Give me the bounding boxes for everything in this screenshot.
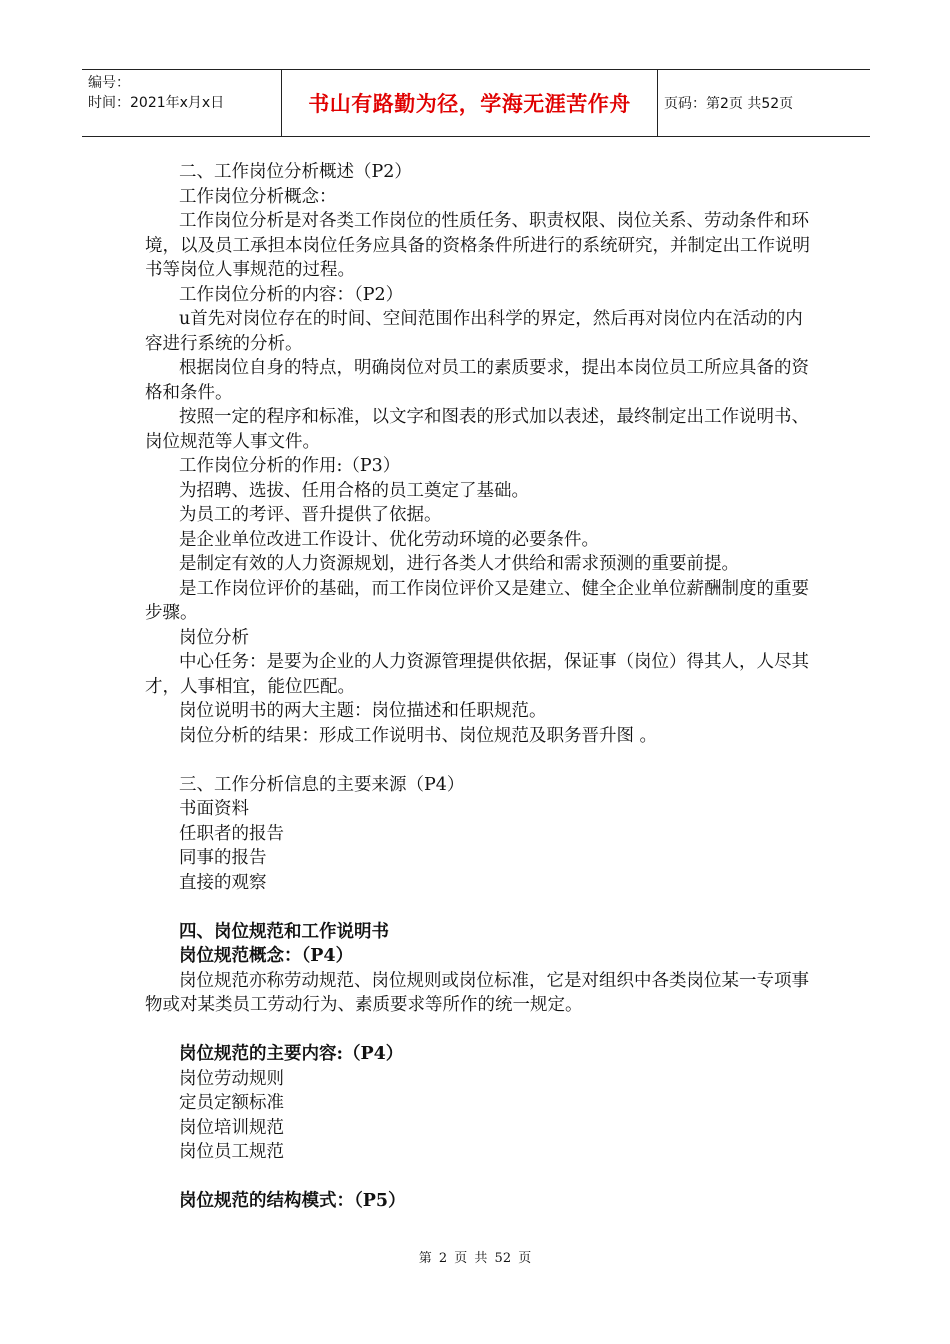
list-item: 直接的观察 bbox=[179, 872, 267, 893]
paragraph: u首先对岗位存在的时间、空间范围作出科学的界定，然后再对岗位内在活动的内容进行系统的分析。 bbox=[145, 309, 803, 354]
paragraph: 中心任务：是要为企业的人力资源管理提供依据，保证事（岗位）得其人，人尽其才，人事相宜，能位匹配。 bbox=[145, 652, 809, 697]
list-item: 书面资料 bbox=[179, 799, 249, 819]
list-item: 为员工的考评、晋升提供了依据。 bbox=[179, 505, 442, 525]
document-body bbox=[145, 160, 810, 1214]
list-item: 任职者的报告 bbox=[179, 823, 284, 844]
page-header bbox=[82, 69, 870, 137]
subheading: 工作岗位分析的作用:（P3） bbox=[179, 456, 401, 476]
paragraph: 岗位分析的结果：形成工作说明书、岗位规范及职务晋升图 。 bbox=[179, 725, 658, 746]
list-item: 同事的报告 bbox=[179, 848, 267, 868]
section-heading: 二、工作岗位分析概述（P2） bbox=[179, 162, 412, 182]
document-date: 时间：2021年x月x日 bbox=[88, 95, 225, 111]
subheading: 岗位规范的主要内容:（P4） bbox=[179, 1044, 404, 1064]
section-heading: 四、岗位规范和工作说明书 bbox=[179, 921, 389, 942]
paragraph: 根据岗位自身的特点，明确岗位对员工的素质要求，提出本岗位员工所应具备的资格和条件。 bbox=[145, 358, 809, 403]
subheading: 岗位规范概念：（P4） bbox=[179, 946, 354, 966]
list-item: 定员定额标准 bbox=[179, 1093, 284, 1113]
spacer bbox=[145, 1165, 810, 1190]
paragraph: 按照一定的程序和标准，以文字和图表的形式加以表述，最终制定出工作说明书、岗位规范等人事文件。 bbox=[145, 407, 809, 452]
document-number-label: 编号： bbox=[88, 75, 130, 91]
spacer bbox=[145, 895, 810, 920]
list-item: 是企业单位改进工作设计、优化劳动环境的必要条件。 bbox=[179, 529, 599, 550]
list-item: 岗位培训规范 bbox=[179, 1117, 284, 1138]
list-item: 岗位劳动规则 bbox=[179, 1068, 284, 1089]
page-footer: 第 2 页 共 52 页 bbox=[418, 1251, 532, 1266]
paragraph: 岗位说明书的两大主题：岗位描述和任职规范。 bbox=[179, 701, 547, 721]
paragraph: 岗位规范亦称劳动规范、岗位规则或岗位标准，它是对组织中各类岗位某一专项事物或对某类员工劳动行为、素质要求等所作的统一规定。 bbox=[145, 970, 809, 1015]
spacer bbox=[145, 1018, 810, 1043]
spacer bbox=[145, 748, 810, 773]
subheading: 工作岗位分析的内容：（P2） bbox=[179, 284, 404, 305]
list-item: 是制定有效的人力资源规划，进行各类人才供给和需求预测的重要前提。 bbox=[179, 554, 739, 574]
header-page-info: 页码：第2页 共52页 bbox=[664, 96, 794, 112]
subheading: 岗位规范的结构模式：（P5） bbox=[179, 1191, 406, 1211]
subheading: 岗位分析 bbox=[179, 627, 249, 648]
list-item: 是工作岗位评价的基础，而工作岗位评价又是建立、健全企业单位薪酬制度的重要步骤。 bbox=[145, 578, 809, 623]
subheading: 工作岗位分析概念： bbox=[179, 186, 337, 207]
paragraph: 工作岗位分析是对各类工作岗位的性质任务、职责权限、岗位关系、劳动条件和环境，以及员工承担本岗位任务应具备的资格条件所进行的系统研究，并制定出工作说明书等岗位人事规范的过程。 bbox=[145, 211, 810, 280]
list-item: 为招聘、选拔、任用合格的员工奠定了基础。 bbox=[179, 480, 529, 501]
header-motto: 书山有路勤为径，学海无涯苦作舟 bbox=[282, 70, 658, 136]
header-meta bbox=[82, 70, 282, 136]
list-item: 岗位员工规范 bbox=[179, 1142, 284, 1162]
section-heading: 三、工作分析信息的主要来源（P4） bbox=[179, 774, 465, 795]
